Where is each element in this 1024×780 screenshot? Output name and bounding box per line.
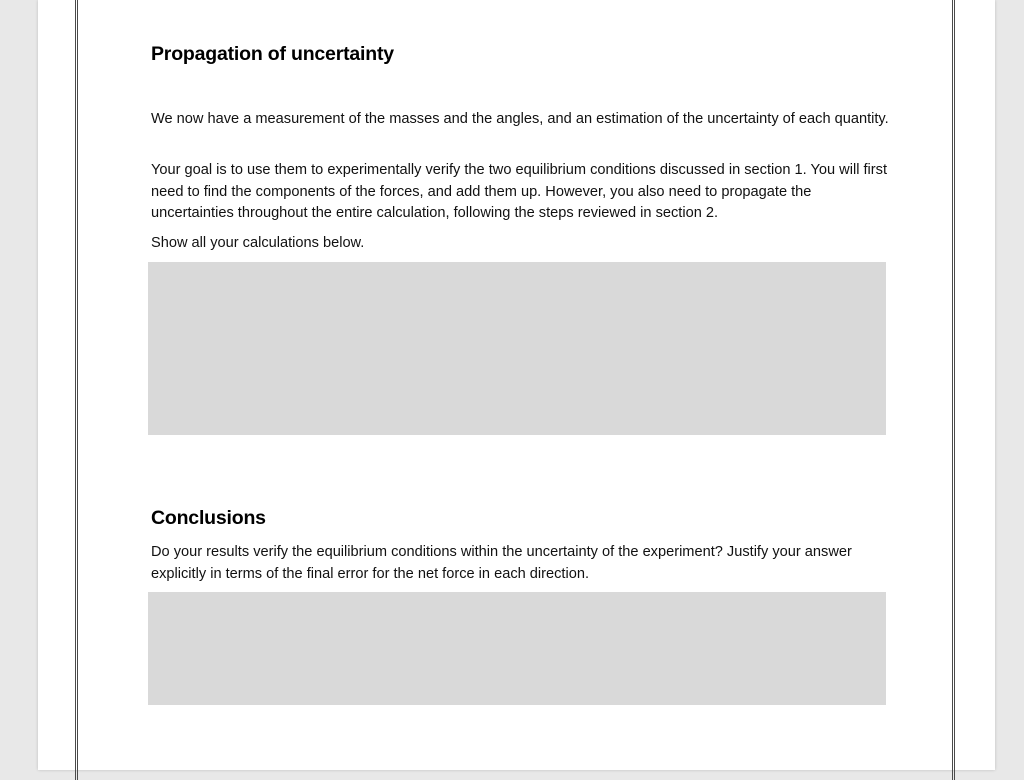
propagation-paragraph-2: Your goal is to use them to experimentally verify the two equilibrium conditions discussed in section 1. You will first need to find the components of the forces, and add them up. However, you also need to propagate the uncertainties throughout the entire calculation, following the steps reviewed in section 2.: [151, 162, 888, 221]
propagation-paragraph-1: We now have a measurement of the masses and the angles, and an estimation of the uncertainty of each quantity.: [151, 111, 889, 127]
conclusions-paragraph-1: Do your results verify the equilibrium conditions within the uncertainty of the experiment? Justify your answer explicitly in terms of the final error for the net force in each direction.: [151, 544, 852, 582]
conclusions-heading: Conclusions: [151, 507, 266, 529]
propagation-paragraph-3: Show all your calculations below.: [151, 235, 365, 251]
propagation-heading: Propagation of uncertainty: [151, 43, 394, 65]
calculations-answer-box[interactable]: [148, 262, 886, 435]
conclusions-answer-box[interactable]: [148, 592, 886, 705]
document-page: [38, 0, 995, 770]
